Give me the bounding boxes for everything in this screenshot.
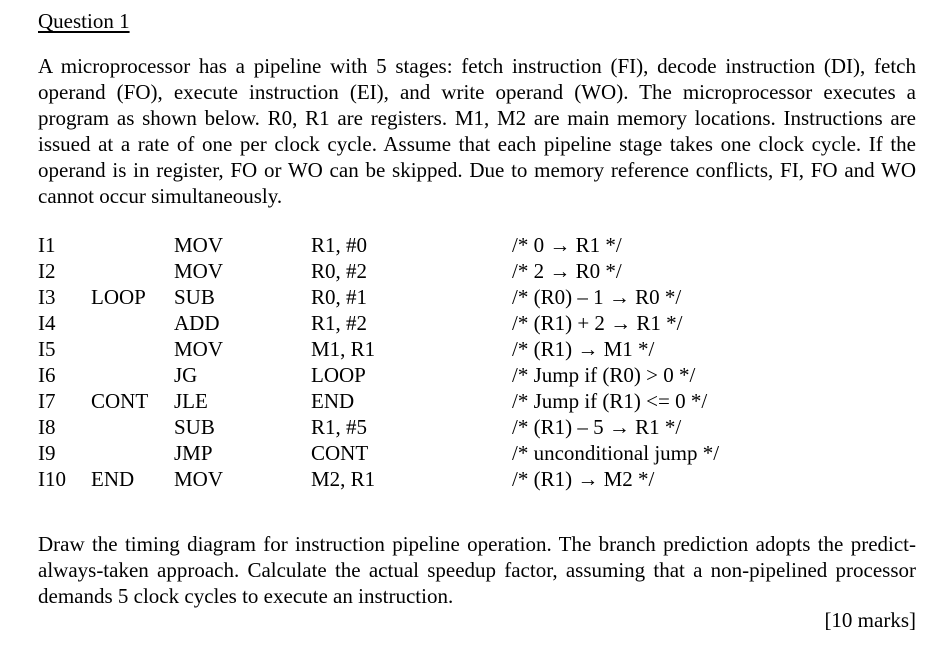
instruction-id: I2 [38, 259, 56, 283]
instruction-opcode: JG [174, 363, 198, 387]
instruction-operands: R1, #5 [311, 415, 368, 439]
instruction-operands: R1, #0 [311, 233, 368, 257]
instruction-id: I9 [38, 441, 56, 465]
instruction-opcode: MOV [174, 233, 224, 257]
instruction-label: LOOP [91, 285, 146, 309]
instruction-id: I1 [38, 233, 56, 257]
instruction-comment: /* (R1) → M1 */ [512, 337, 655, 361]
instruction-id: I10 [38, 467, 66, 491]
instruction-operands: R0, #1 [311, 285, 368, 309]
instruction-opcode: MOV [174, 259, 224, 283]
instruction-comment: /* unconditional jump */ [512, 441, 720, 465]
instruction-operands: R0, #2 [311, 259, 368, 283]
instruction-comment: /* Jump if (R1) <= 0 */ [512, 389, 708, 413]
question-heading: Question 1 [38, 9, 130, 33]
instruction-operands: M1, R1 [311, 337, 376, 361]
instruction-id: I3 [38, 285, 56, 309]
instruction-opcode: ADD [174, 311, 220, 335]
instruction-comment: /* Jump if (R0) > 0 */ [512, 363, 696, 387]
instruction-comment: /* (R0) – 1 → R0 */ [512, 285, 682, 309]
question-intro: A microprocessor has a pipeline with 5 stages: fetch instruction (FI), decode instruction (DI), fetch operand (FO), execute instruction (EI), and write operand (WO). The microprocessor executes a program as shown below. R0, R1 are registers. M1, M2 are main memory locations. Instructions are issued at a rate of one per clock cycle. Assume that each pipeline stage takes one clock cycle. If the operand is in register, FO or WO can be skipped. Due to memory reference conflicts, FI, FO and WO cannot occur simultaneously. [38, 54, 916, 208]
instruction-comment: /* (R1) → M2 */ [512, 467, 655, 491]
instruction-comment: /* 2 → R0 */ [512, 259, 622, 283]
instruction-id: I4 [38, 311, 56, 335]
instruction-id: I8 [38, 415, 56, 439]
instruction-operands: M2, R1 [311, 467, 376, 491]
instruction-id: I7 [38, 389, 56, 413]
instruction-id: I5 [38, 337, 56, 361]
instruction-opcode: MOV [174, 467, 224, 491]
marks-label: [10 marks] [824, 608, 916, 632]
instruction-operands: END [311, 389, 355, 413]
instruction-comment: /* (R1) – 5 → R1 */ [512, 415, 682, 439]
question-task: Draw the timing diagram for instruction pipeline operation. The branch prediction adopts the predict-always-taken approach. Calculate the actual speedup factor, assuming that a non-pipelined processor demands 5 clock cycles to execute an instruction. [38, 532, 916, 608]
instruction-opcode: JMP [174, 441, 213, 465]
instruction-label: CONT [91, 389, 149, 413]
instruction-operands: LOOP [311, 363, 366, 387]
instruction-opcode: SUB [174, 285, 215, 309]
instruction-opcode: JLE [174, 389, 208, 413]
instruction-id: I6 [38, 363, 56, 387]
instruction-operands: R1, #2 [311, 311, 368, 335]
instruction-comment: /* (R1) + 2 → R1 */ [512, 311, 683, 335]
instruction-comment: /* 0 → R1 */ [512, 233, 622, 257]
instruction-operands: CONT [311, 441, 369, 465]
instruction-opcode: MOV [174, 337, 224, 361]
instruction-opcode: SUB [174, 415, 215, 439]
instruction-label: END [91, 467, 135, 491]
